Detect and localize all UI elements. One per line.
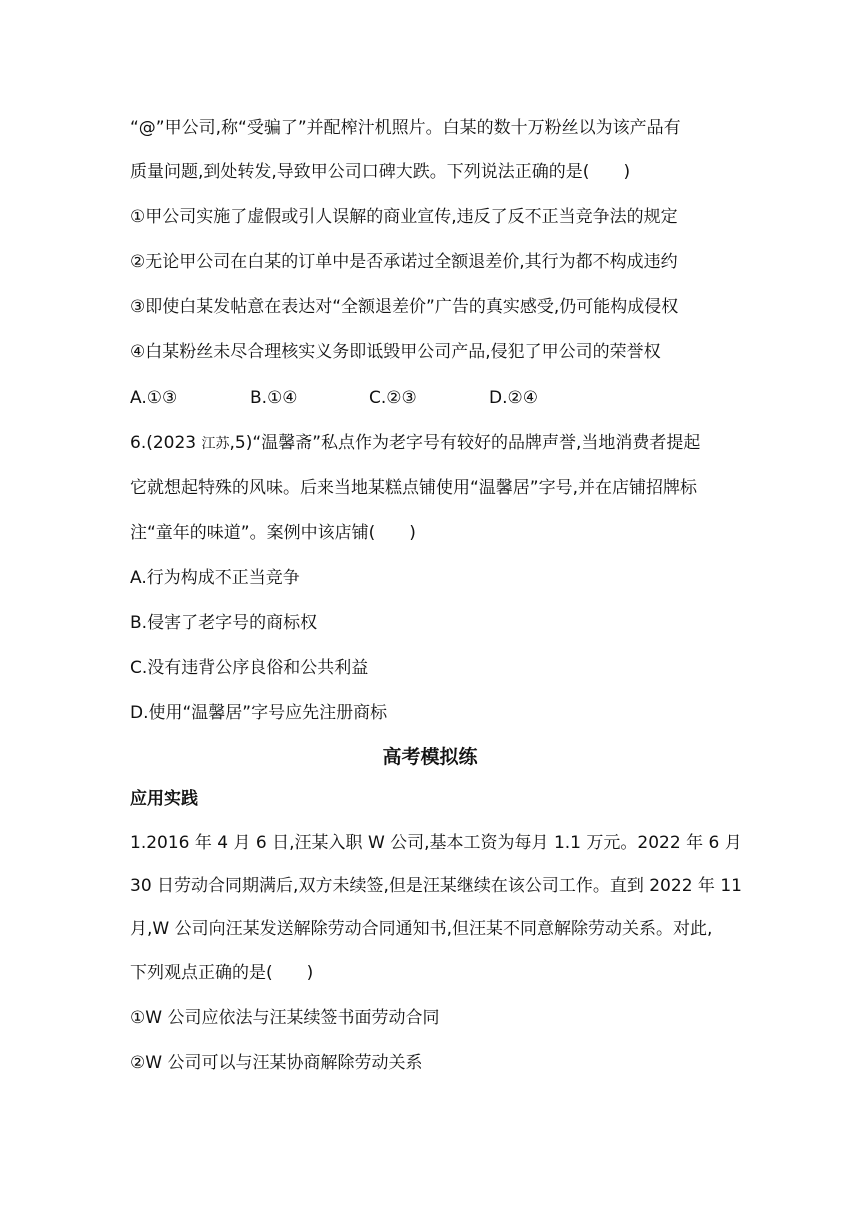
q1-statement-1: ①W 公司应依法与汪某续签书面劳动合同 [130,1008,440,1028]
section-subheading: 应用实践 [130,789,198,809]
section-title: 高考模拟练 [382,746,478,768]
q6-number-tail: ,5) [229,433,253,453]
q6-option-c: C.没有违背公序良俗和公共利益 [130,658,369,678]
q5-statement-1: ①甲公司实施了虚假或引人误解的商业宣传,违反了反不正当竞争法的规定 [130,207,678,227]
q1-text-line-4: 下列观点正确的是( ) [130,963,314,983]
q6-text-line-1 [130,431,700,456]
q1-statement-2: ②W 公司可以与汪某协商解除劳动关系 [130,1053,423,1073]
q1-text-line-3: 月,W 公司向汪某发送解除劳动合同通知书,但汪某不同意解除劳动关系。对此, [130,919,713,939]
q6-text-line-2: 它就想起特殊的风味。后来当地某糕点铺使用“温馨居”字号,并在店铺招牌标 [130,478,698,498]
q5-option-a: A.①③ [130,388,178,408]
q5-statement-4: ④白某粉丝未尽合理核实义务即诋毁甲公司产品,侵犯了甲公司的荣誉权 [130,342,661,362]
q5-text-line-2: 质量问题,到处转发,导致甲公司口碑大跌。下列说法正确的是( ) [130,162,631,182]
q6-text-line-3: 注“童年的味道”。案例中该店铺( ) [130,523,416,543]
q6-source: 江苏 [201,436,230,452]
q5-option-c: C.②③ [369,388,417,408]
q6-option-a: A.行为构成不正当竞争 [130,568,300,588]
q5-statement-3: ③即使白某发帖意在表达对“全额退差价”广告的真实感受,仍可能构成侵权 [130,297,679,317]
q5-option-d: D.②④ [489,388,538,408]
q6-text-rest: “温馨斋”私点作为老字号有较好的品牌声誉,当地消费者提起 [252,433,701,453]
q1-text-line-2: 30 日劳动合同期满后,双方未续签,但是汪某继续在该公司工作。直到 2022 年 11 [130,876,742,896]
q6-option-d: D.使用“温馨居”字号应先注册商标 [130,703,388,723]
q6-option-b: B.侵害了老字号的商标权 [130,613,318,633]
q5-option-b: B.①④ [250,388,298,408]
q6-number: 6.(2023 [130,433,202,453]
q1-text-line-1: 1.2016 年 4 月 6 日,汪某入职 W 公司,基本工资为每月 1.1 万元。2022 年 6 月 [130,833,742,853]
q5-statement-2: ②无论甲公司在白某的订单中是否承诺过全额退差价,其行为都不构成违约 [130,252,678,272]
q5-text-line-1: “@”甲公司,称“受骗了”并配榨汁机照片。白某的数十万粉丝以为该产品有 [130,118,681,138]
